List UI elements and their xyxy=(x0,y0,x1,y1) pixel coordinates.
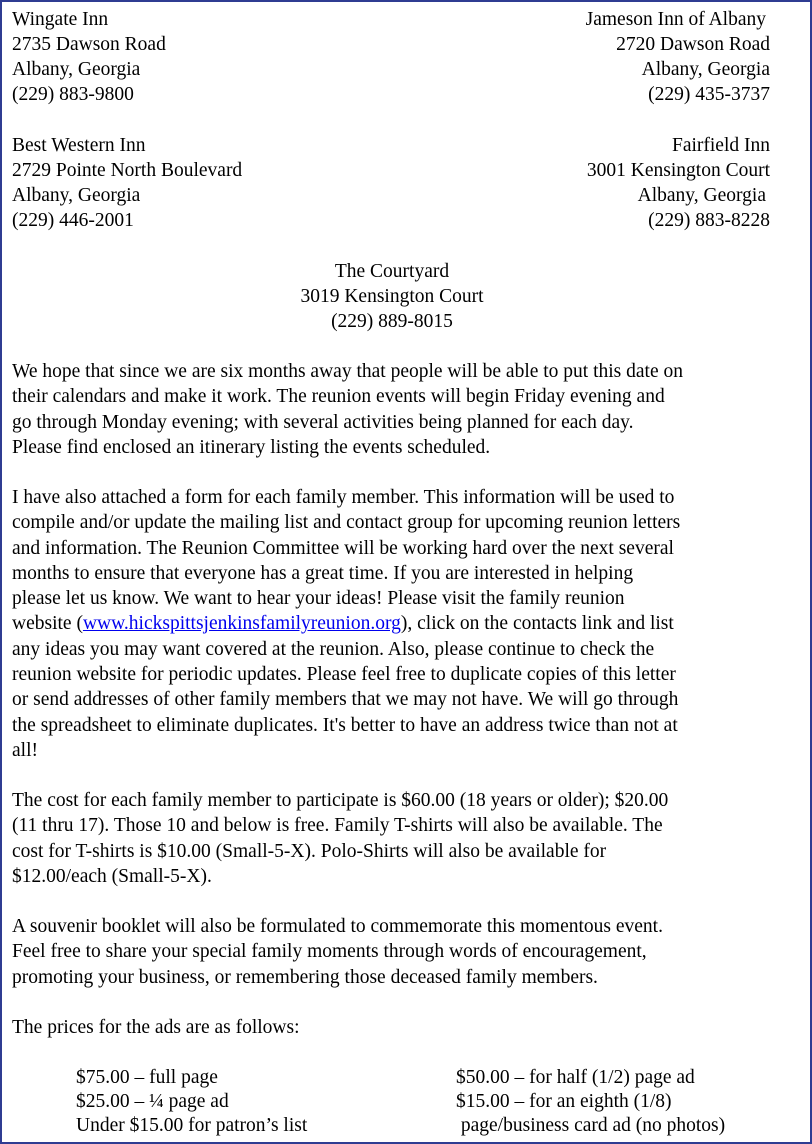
paragraph-cost xyxy=(12,788,802,889)
hotel-1-name: Wingate Inn xyxy=(12,9,109,30)
price-item: $15.00 – for an eighth (1/8) xyxy=(456,1091,672,1112)
paragraph-line: any ideas you may want covered at the reunion. Also, please continue to check the xyxy=(12,638,655,660)
paragraph-line: promoting your business, or remembering those deceased family members. xyxy=(12,966,598,988)
hotel-3-address: 2729 Pointe North Boulevard xyxy=(12,160,243,181)
paragraph-line: please let us know. We want to hear your ideas! Please visit the family reunion xyxy=(12,588,625,610)
hotel-1-city: Albany, Georgia xyxy=(12,59,141,80)
paragraph-line: The cost for each family member to participate is $60.00 (18 years or older); $20.00 xyxy=(12,790,669,811)
hotel-5-address: 3019 Kensington Court xyxy=(300,286,484,307)
paragraph-line: go through Monday evening; with several activities being planned for each day. xyxy=(12,411,634,433)
hotel-2-address: 2720 Dawson Road xyxy=(616,34,770,55)
hotel-4-name: Fairfield Inn xyxy=(671,135,770,156)
hotel-2-city: Albany, Georgia xyxy=(641,59,770,80)
paragraph-line: months to ensure that everyone has a great time. If you are interested in helping xyxy=(12,562,634,584)
price-item: $25.00 – ¼ page ad xyxy=(76,1091,229,1112)
paragraph-form-info xyxy=(12,485,802,763)
hotel-5-name: The Courtyard xyxy=(334,261,450,282)
paragraph-souvenir xyxy=(12,914,802,990)
paragraph-line: and information. The Reunion Committee will be working hard over the next several xyxy=(12,537,674,559)
paragraph-line-with-link xyxy=(12,611,802,636)
paragraph-line: Please find enclosed an itinerary listing the events scheduled. xyxy=(12,436,491,458)
hotel-4-address: 3001 Kensington Court xyxy=(586,160,770,181)
paragraph-line: the spreadsheet to eliminate duplicates. It's better to have an address twice than not at xyxy=(12,714,678,736)
prices-intro: The prices for the ads are as follows: xyxy=(12,1017,300,1038)
paragraph-line: compile and/or update the mailing list and contact group for upcoming reunion letters xyxy=(12,512,681,534)
hotel-3-name: Best Western Inn xyxy=(12,135,146,156)
hotel-4-city: Albany, Georgia xyxy=(637,185,766,206)
hotel-1-address: 2735 Dawson Road xyxy=(12,34,166,55)
paragraph-line: Feel free to share your special family moments through words of encouragement, xyxy=(12,941,647,963)
reunion-website-link[interactable]: www.hickspittsjenkinsfamilyreunion.org xyxy=(82,613,401,635)
hotel-2-phone: (229) 435-3737 xyxy=(648,84,770,105)
paragraph-line: their calendars and make it work. The reunion events will begin Friday evening and xyxy=(12,386,665,408)
hotel-2-name: Jameson Inn of Albany xyxy=(585,9,766,30)
paragraph-line: We hope that since we are six months away that people will be able to put this date on xyxy=(12,361,683,382)
link-suffix: ), click on the contacts link and list xyxy=(400,613,674,635)
paragraph-line: A souvenir booklet will also be formulated to commemorate this momentous event. xyxy=(12,916,663,937)
price-item: page/business card ad (no photos) xyxy=(456,1115,726,1136)
paragraph-line: or send addresses of other family members that we may not have. We will go through xyxy=(12,689,679,711)
hotel-5-phone: (229) 889-8015 xyxy=(331,311,453,332)
paragraph-line: $12.00/each (Small-5-X). xyxy=(12,865,212,887)
hotel-3-city: Albany, Georgia xyxy=(12,185,141,206)
price-item: Under $15.00 for patron’s list xyxy=(76,1115,308,1136)
hotel-1-phone: (229) 883-9800 xyxy=(12,84,134,105)
price-item: $50.00 – for half (1/2) page ad xyxy=(456,1067,695,1088)
paragraph-line: (11 thru 17). Those 10 and below is free. Family T-shirts will also be available. The xyxy=(12,815,663,837)
link-prefix: website ( xyxy=(12,613,83,635)
paragraph-line: reunion website for periodic updates. Please feel free to duplicate copies of this letter xyxy=(12,664,676,686)
hotel-4-phone: (229) 883-8228 xyxy=(648,210,770,231)
paragraph-line: all! xyxy=(12,739,38,761)
price-item: $75.00 – full page xyxy=(76,1067,218,1088)
paragraph-line: I have also attached a form for each family member. This information will be used to xyxy=(12,487,675,508)
paragraph-intro xyxy=(12,359,802,460)
hotel-3-phone: (229) 446-2001 xyxy=(12,210,134,231)
paragraph-line: cost for T-shirts is $10.00 (Small-5-X). Polo-Shirts will also be available for xyxy=(12,840,607,862)
